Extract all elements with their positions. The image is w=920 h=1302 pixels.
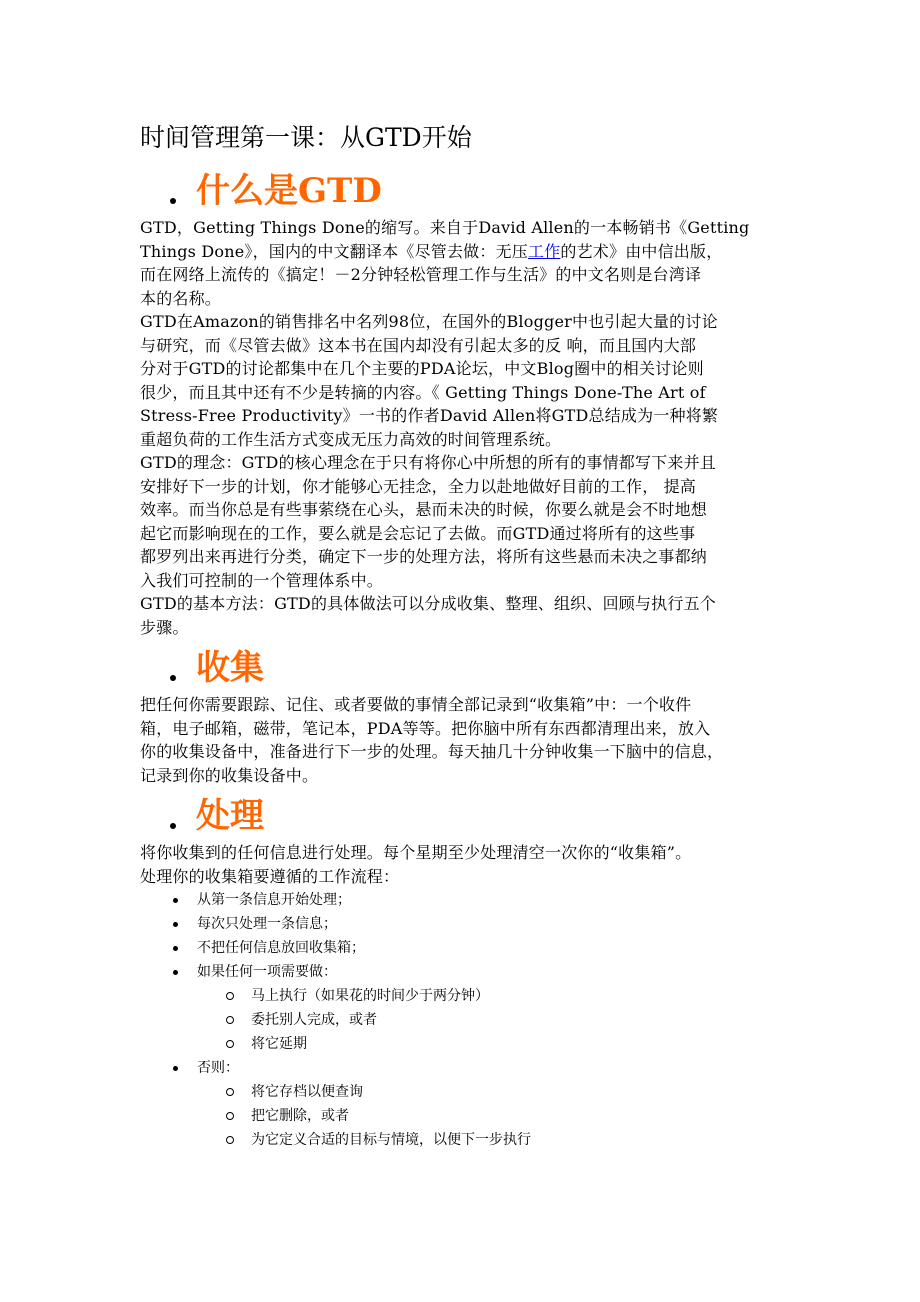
paragraph-line [140,616,800,640]
list-item-text: 每次只处理一条信息； [197,916,337,932]
bullet-icon [173,898,178,903]
text-segment: 步骤。 [140,617,189,637]
list-item-text: 将它存档以便查询 [251,1084,363,1100]
list-item [140,984,800,1008]
document [140,118,800,1156]
paragraph-line [140,865,800,889]
list-item-text: 不把任何信息放回收集箱； [197,940,365,956]
text-segment: 箱，电子邮箱，磁带，笔记本，PDA等等。把你脑中所有东西都清理出来，放入 [140,718,711,738]
document-title: 时间管理第一课：从GTD开始 [140,123,472,152]
text-segment: 重超负荷的工作生活方式变成无压力高效的时间管理系统。 [140,429,562,449]
link-work[interactable]: 工作 [527,241,561,261]
list-item [140,1128,800,1152]
list-item [140,1104,800,1128]
section-heading [140,643,800,693]
list-item [140,1080,800,1104]
list-item-text: 把它删除，或者 [251,1108,349,1124]
circle-bullet-icon [226,1136,234,1144]
text-segment: 把任何你需要跟踪、记住、或者要做的事情全部记录到“收集箱”中：一个收件 [140,695,692,714]
paragraph-line [140,451,800,475]
text-segment: 很少，而且其中还有不少是转摘的内容。《 Getting Things Done-The Art of [140,382,706,402]
text-segment: 与研究，而《尽管去做》这本书在国内却没有引起太多的反 响，而且国内大部 [140,335,697,355]
circle-bullet-icon [226,1040,234,1048]
paragraph-line [140,287,800,311]
text-segment: 入我们可控制的一个管理体系中。 [140,570,384,590]
circle-bullet-icon [226,1016,234,1024]
text-segment: GTD，Getting Things Done的缩写。来自于David Allen的一本畅销书《Getting [140,218,750,237]
text-segment: Stress-Free Productivity》一书的作者David Allen将GTD总结成为一种将繁 [140,406,719,425]
text-segment: 都罗列出来再进行分类，确定下一步的处理方法，将所有这些悬而未决之事都纳 [140,547,708,566]
list-item-text: 否则： [197,1060,239,1076]
list-item-text: 委托别人完成，或者 [251,1012,377,1028]
paragraph-line [140,475,800,499]
paragraph-line [140,498,800,522]
circle-bullet-icon [226,992,234,1000]
list-item [140,912,800,936]
bullet-icon [173,970,178,975]
paragraph-line [140,592,800,616]
paragraph-line [140,404,800,428]
paragraph-line [140,310,800,334]
list-item-text: 为它定义合适的目标与情境，以便下一步执行 [251,1132,531,1148]
list-item [140,936,800,960]
section-heading [140,166,800,216]
list-item [140,1032,800,1056]
list-item [140,960,800,984]
paragraph-line [140,381,800,405]
bullet-icon [173,946,178,951]
paragraph-line [140,764,800,788]
paragraph-line [140,569,800,593]
text-segment: 将你收集到的任何信息进行处理。每个星期至少处理清空一次你的“收集箱”。 [140,843,692,862]
circle-bullet-icon [226,1112,234,1120]
paragraph-line [140,216,800,240]
list-item [140,1056,800,1080]
list-item-text: 马上执行（如果花的时间少于两分钟） [251,988,489,1004]
list-item-text: 如果任何一项需要做： [197,964,337,980]
paragraph-line [140,717,800,741]
paragraph-line [140,357,800,381]
bullet-icon [173,922,178,927]
text-segment: GTD的基本方法：GTD的具体做法可以分成收集、整理、组织、回顾与执行五个 [140,594,716,613]
sections [140,166,800,1156]
text-segment: Things Done》，国内的中文翻译本《尽管去做：无压 [140,241,528,261]
paragraph-line [140,522,800,546]
text-segment: 起它而影响现在的工作，要么就是会忘记了去做。而GTD通过将所有的这些事 [140,523,696,543]
bullet-icon [170,198,176,204]
paragraph-line [140,428,800,452]
paragraph-line [140,545,800,569]
text-segment: 记录到你的收集设备中。 [140,765,319,785]
text-segment: 处理你的收集箱要遵循的工作流程： [140,866,400,886]
paragraph-line [140,693,800,717]
text-segment: 安排好下一步的计划，你才能够心无挂念，全力以赴地做好目前的工作， 提高 [140,476,697,496]
text-segment: 效率。而当你总是有些事萦绕在心头，悬而未决的时候，你要么就是会不时地想 [140,500,708,519]
spacer [140,1152,800,1156]
heading-text: 处理 [196,796,264,836]
section-heading [140,791,800,841]
heading-text: 什么是GTD [196,171,382,211]
text-segment: 本的名称。 [140,288,222,308]
paragraph-line [140,263,800,287]
paragraph-line [140,334,800,358]
text-segment: GTD的理念：GTD的核心理念在于只有将你心中所想的所有的事情都写下来并且 [140,453,716,472]
text-segment: 的艺术》由中信出版， [560,241,723,261]
heading-text: 收集 [196,648,264,688]
paragraph-line [140,841,800,865]
list-item-text: 将它延期 [251,1036,307,1052]
text-segment: 而在网络上流传的《搞定！－2分钟轻松管理工作与生活》的中文名则是台湾译 [140,265,702,284]
bullet-icon [170,823,176,829]
text-segment: 分对于GTD的讨论都集中在几个主要的PDA论坛，中文Blog圈中的相关讨论则 [140,359,704,378]
bullet-icon [173,1066,178,1071]
bullet-icon [170,675,176,681]
list-item [140,888,800,912]
list-item [140,1008,800,1032]
text-segment: GTD在Amazon的销售排名中名列98位，在国外的Blogger中也引起大量的讨论 [140,312,718,331]
list-item-text: 从第一条信息开始处理； [197,892,351,908]
text-segment: 你的收集设备中，准备进行下一步的处理。每天抽几十分钟收集一下脑中的信息， [140,742,724,761]
circle-bullet-icon [226,1088,234,1096]
paragraph-line [140,240,800,264]
paragraph-line [140,740,800,764]
